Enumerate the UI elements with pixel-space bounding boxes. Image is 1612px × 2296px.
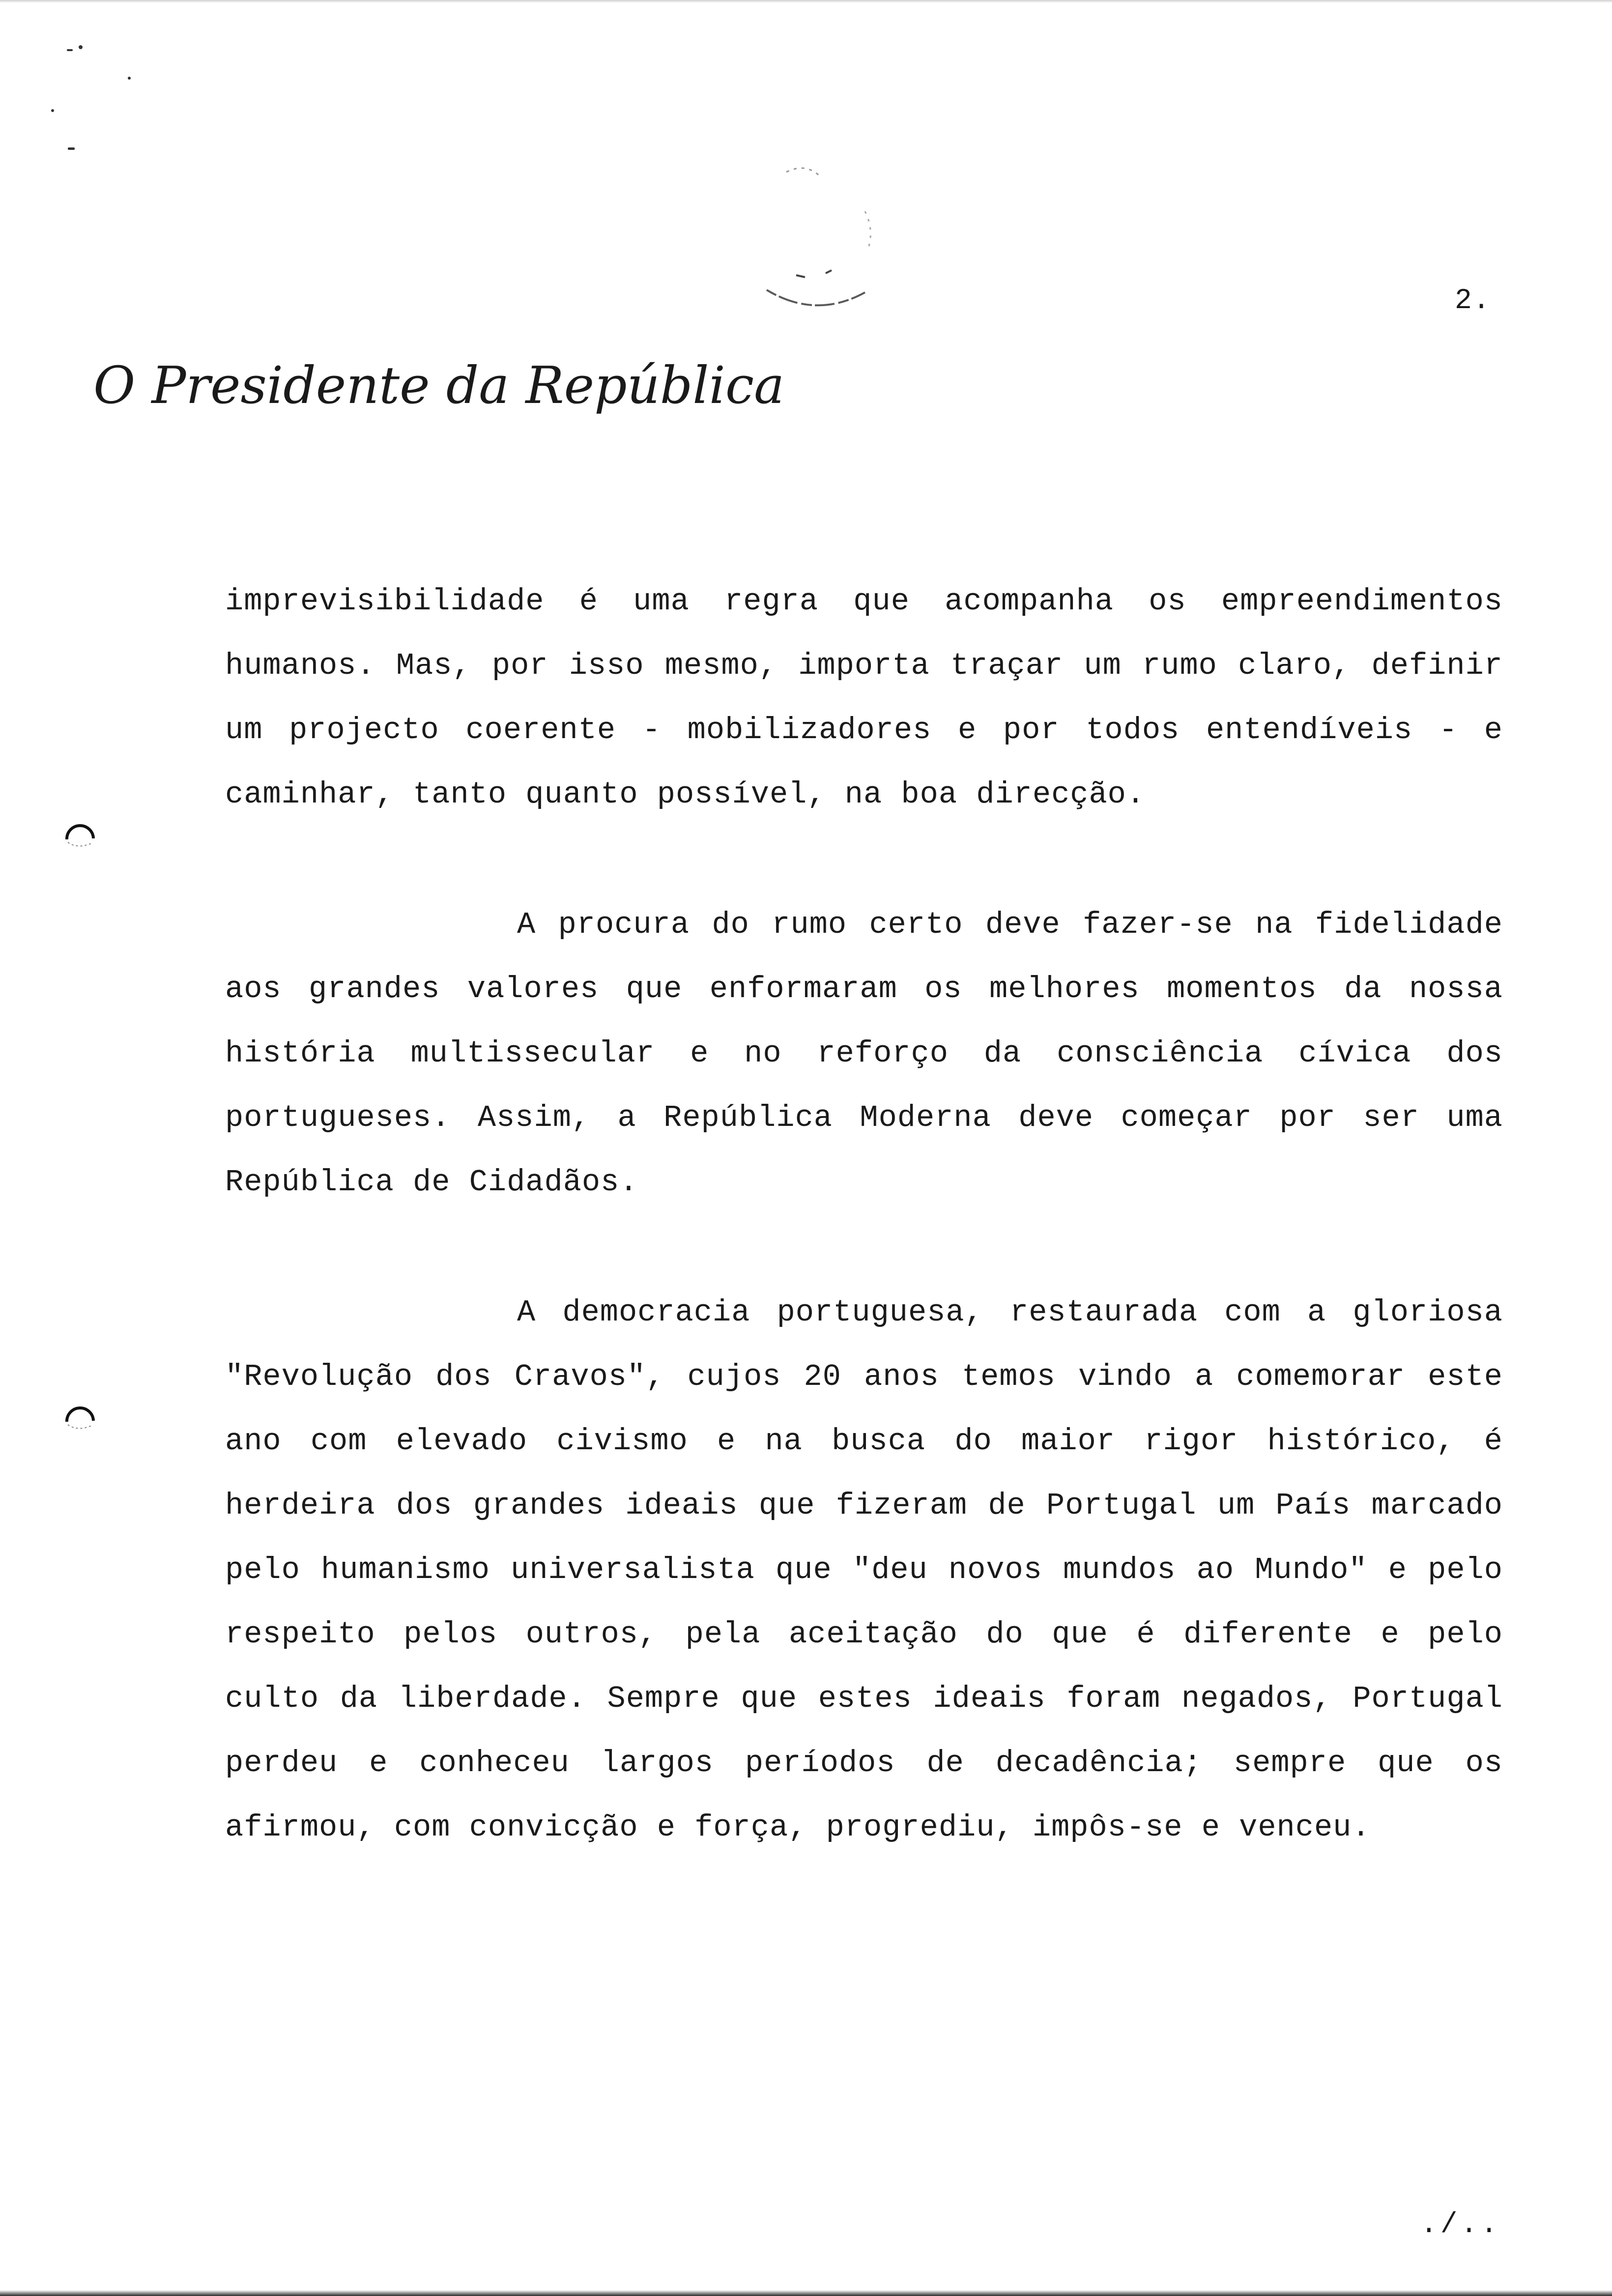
paragraph-3: A democracia portuguesa, restaurada com a gloriosa "Revolução dos Cravos", cujos 20 anos temos vindo a comemorar este ano com elevado civismo e na busca do maior rigor histórico, é herdeira dos grandes ideais que fizeram de Portugal um País marcado pelo humanismo universalista que "deu novos mundos ao Mundo" e pelo respeito pelos outros, pela aceitação do que é diferente e pelo culto da liberdade. Sempre que estes ideais foram negados, Portugal perdeu e conheceu largos períodos de decadência; sempre que os afirmou, com convicção e força, progrediu, impôs-se e venceu.	[225, 1295, 1503, 1845]
punch-hole	[63, 816, 97, 850]
scan-speck	[68, 147, 75, 150]
scan-speck	[79, 45, 83, 49]
scan-speck	[128, 77, 131, 80]
punch-hole	[63, 1398, 97, 1433]
continuation-mark: ./..	[1420, 2209, 1501, 2241]
letterhead-text: O Presidente da República	[93, 355, 785, 415]
scan-top-edge	[0, 0, 1612, 3]
paragraph-2: A procura do rumo certo deve fazer-se na fidelidade aos grandes valores que enformaram os melhores momentos da nossa história multissecular e no reforço da consciência cívica dos portugueses. Assim, a República Moderna deve começar por ser uma República de Cidadãos.	[225, 907, 1503, 1200]
scan-speck	[51, 109, 54, 112]
page-number: 2.	[1455, 285, 1491, 317]
paragraph-1: imprevisibilidade é uma regra que acompanha os empreendimentos humanos. Mas, por isso mesmo, importa traçar um rumo claro, definir um projecto coerente - mobilizadores e por todos entendíveis - e caminhar, tanto quanto possível, na boa direcção.	[225, 584, 1503, 812]
scan-bottom-edge	[0, 2290, 1612, 2296]
scan-speck	[67, 49, 73, 51]
body-text	[225, 569, 1503, 1925]
embossed-stamp	[747, 157, 885, 324]
letterhead-script	[93, 344, 785, 428]
letterhead	[93, 344, 785, 428]
